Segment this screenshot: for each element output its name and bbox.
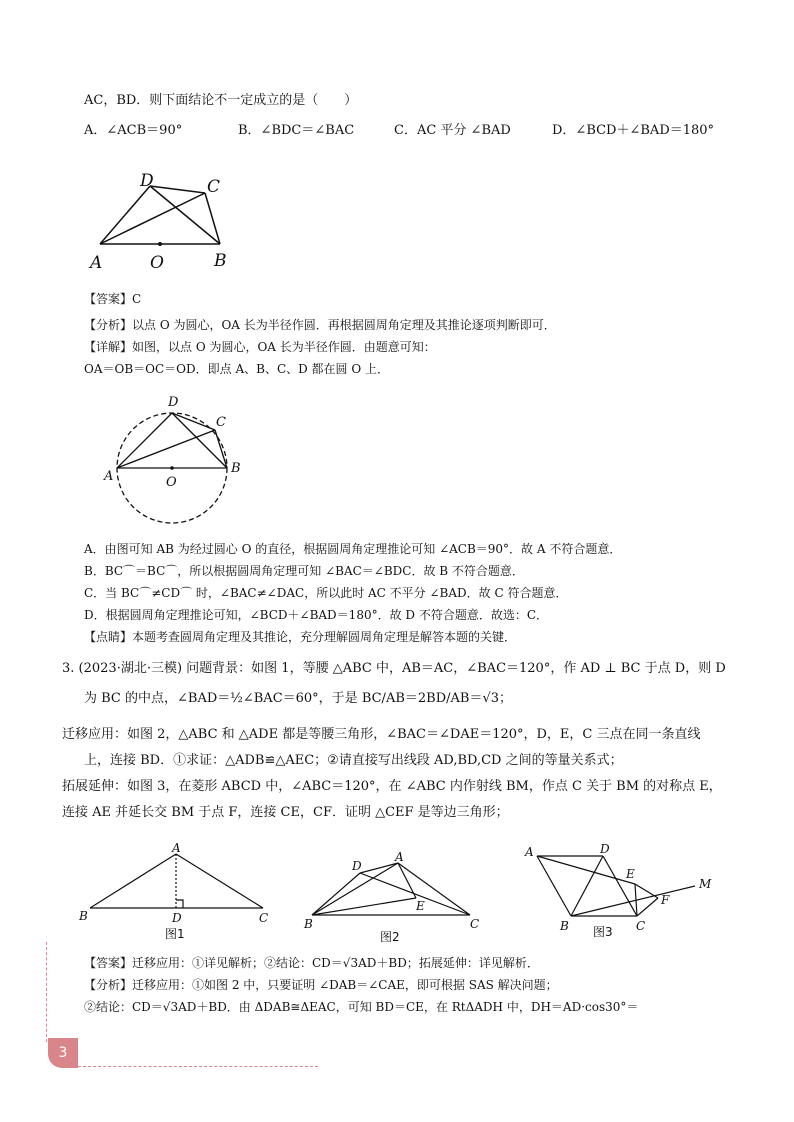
label-c: C (636, 919, 646, 933)
label-d: D (352, 859, 362, 873)
label-c: C (216, 415, 226, 430)
q3-line-3: 迁移应用：如图 2，△ABC 和 △ADE 都是等腰三角形，∠BAC＝∠DAE＝120°，D，E，C 三点在同一条直线 (62, 727, 701, 742)
caption-fig1: 图1 (165, 927, 185, 941)
label-c: C (259, 911, 269, 925)
figure-3 (515, 838, 720, 943)
label-b: B (560, 919, 569, 933)
q3-answer: 【答案】迁移应用：①详见解析；②结论：CD＝√3AD＋BD；拓展延伸：详见解析． (84, 956, 539, 970)
label-e: E (626, 867, 635, 881)
explain-a: A．由图可知 AB 为经过圆心 O 的直径，根据圆周角定理推论可知 ∠ACB＝90°．故 A 不符合题意． (84, 542, 622, 556)
explain-b: B．BC⌒＝BC⌒，所以根据圆周角定理可知 ∠BAC＝∠BDC．故 B 不符合题意． (84, 564, 524, 578)
figure-2 (300, 848, 490, 948)
page-number: 3 (48, 1038, 78, 1068)
q3-analysis: 【分析】迁移应用：①如图 2 中，只要证明 ∠DAB＝∠CAE，即可根据 SAS 解决问题； (84, 978, 558, 992)
label-d: D (172, 911, 182, 925)
label-o: O (166, 475, 177, 490)
answer-line: 【答案】C (84, 292, 142, 306)
explain-d: D．根据圆周角定理推论可知，∠BCD＋∠BAD＝180°．故 D 不符合题意．故选：C． (84, 608, 549, 622)
label-c: C (470, 917, 480, 931)
label-c: C (207, 177, 221, 197)
q3-line-5: 拓展延伸：如图 3，在菱形 ABCD 中，∠ABC＝120°，在 ∠ABC 内作射线 BM，作点 C 关于 BM 的对称点 E， (62, 779, 722, 794)
label-e: E (416, 899, 425, 913)
circle-figure (100, 388, 260, 538)
q3-line-2: 为 BC 的中点，∠BAD＝½∠BAC＝60°，于是 BC/AB＝2BD/AB＝√3； (84, 691, 513, 706)
caption-fig3: 图3 (593, 925, 613, 939)
label-b: B (231, 461, 241, 476)
label-b: B (79, 909, 88, 923)
analysis-line: 【分析】以点 O 为圆心，OA 长为半径作圆．再根据圆周角定理及其推论逐项判断即可． (84, 318, 556, 332)
q3-analysis-2: ②结论：CD＝√3AD＋BD．由 ΔDAB≅ΔEAC，可知 BD＝CE，在 RtΔADH 中，DH＝AD·cos30°＝ (84, 1000, 639, 1014)
label-f: F (661, 893, 670, 907)
label-o: O (150, 253, 164, 273)
detail-line-1: 【详解】如图，以点 O 为圆心，OA 长为半径作圆．由题意可知： (84, 340, 436, 354)
label-a: A (395, 850, 404, 864)
detail-line-2: OA＝OB＝OC＝OD．即点 A、B、C、D 都在圆 O 上． (84, 362, 390, 376)
label-m: M (699, 877, 712, 891)
figure-1 (75, 840, 280, 945)
margin-dashed-horizontal (78, 1066, 318, 1067)
option-b: B．∠BDC＝∠BAC (238, 123, 355, 138)
key-point: 【点睛】本题考查圆周角定理及其推论，充分理解圆周角定理是解答本题的关键． (84, 630, 517, 644)
label-a: A (525, 845, 534, 859)
label-b: B (304, 917, 313, 931)
label-d: D (168, 395, 179, 410)
caption-fig2: 图2 (380, 930, 400, 944)
margin-dashed-vertical (46, 942, 47, 1042)
q3-line-6: 连接 AE 并延长交 BM 于点 F，连接 CE，CF．证明 △CEF 是等边三角形； (62, 805, 509, 820)
explain-c: C．当 BC⌒≠CD⌒ 时，∠BAC≠∠DAC，所以此时 AC 不平分 ∠BAD．故 C 符合题意． (84, 586, 568, 600)
label-a: A (90, 253, 103, 273)
label-a: A (172, 841, 181, 855)
quadrilateral-figure (80, 168, 250, 273)
question-tail: AC，BD．则下面结论不一定成立的是（ ） (84, 93, 358, 108)
label-d: D (600, 842, 610, 856)
label-d: D (140, 171, 154, 191)
q3-line-1: 3. (2023·湖北·三模) 问题背景：如图 1，等腰 △ABC 中，AB＝AC，∠BAC＝120°，作 AD ⊥ BC 于点 D，则 D (62, 661, 726, 676)
option-c: C．AC 平分 ∠BAD (394, 123, 511, 138)
label-b: B (214, 251, 227, 271)
option-a: A．∠ACB＝90° (84, 123, 183, 138)
q3-line-4: 上，连接 BD．①求证：△ADB≌△AEC；②请直接写出线段 AD,BD,CD 之间的等量关系式； (84, 753, 623, 768)
label-a: A (104, 469, 114, 484)
option-d: D．∠BCD＋∠BAD＝180° (552, 123, 715, 138)
